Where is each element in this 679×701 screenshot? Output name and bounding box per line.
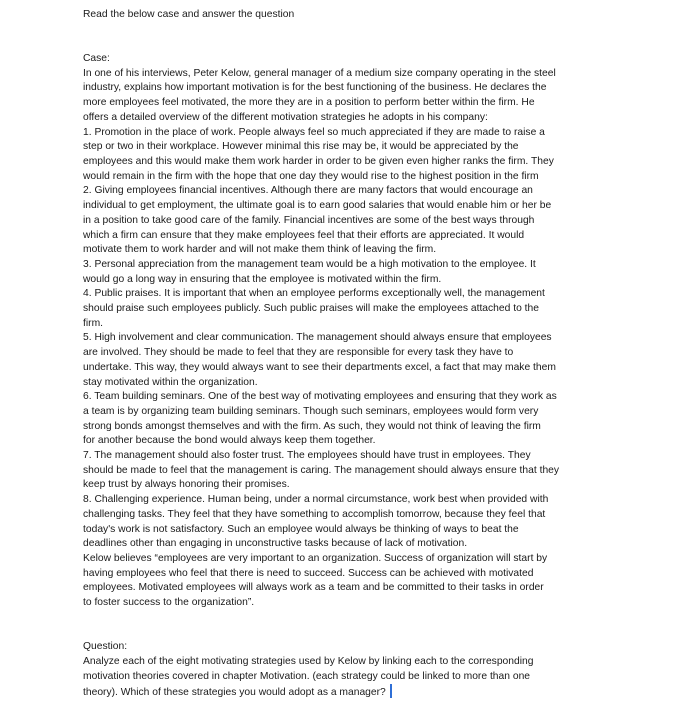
spacer <box>83 37 603 52</box>
case-line: industry, explains how important motivation is for the best functioning of the business. He declares the <box>83 82 547 94</box>
case-line: employees. Motivated employees will always work as a team and be committed to their tasks in order <box>83 582 544 594</box>
case-line: to foster success to the organization”. <box>83 597 255 609</box>
case-line: more employees feel motivated, the more they are in a position to perform better within the firm. He <box>83 97 535 109</box>
case-line: In one of his interviews, Peter Kelow, general manager of a medium size company operating in the steel <box>83 67 556 79</box>
case-line: firm. <box>83 317 104 329</box>
case-line: having employees who feel that there is need to succeed. Success can be achieved with motivated <box>83 567 534 579</box>
case-line: are involved. They should be made to feel that they are responsible for every task they have to <box>83 347 514 359</box>
case-line: a team is by organizing team building seminars. Though such seminars, employees would form very <box>83 405 539 417</box>
document-body <box>83 8 603 701</box>
case-line: 7. The management should also foster trust. The employees should have trust in employees. They <box>83 450 531 462</box>
question-line: motivation theories covered in chapter Motivation. (each strategy could be linked to more than one <box>83 670 531 682</box>
case-text <box>83 67 603 611</box>
case-line: which a firm can ensure that they make employees feel that their efforts are appreciated. It would <box>83 229 525 241</box>
case-line: would remain in the firm with the hope that one day they would rise to the highest position in the firm <box>83 170 539 182</box>
case-line: Kelow believes “employees are very important to an organization. Success of organization will start by <box>83 552 548 564</box>
case-line: employees and this would make them work harder in order to be given even higher ranks the firm. They <box>83 156 554 167</box>
case-line: 1. Promotion in the place of work. People always feel so much appreciated if they are made to raise a <box>83 126 545 138</box>
case-label: Case: <box>83 53 110 65</box>
case-line: 5. High involvement and clear communication. The management should always ensure that employees <box>83 332 552 344</box>
case-line: should be made to feel that the management is caring. The management should always ensure that they <box>83 464 560 476</box>
case-line: undertake. This way, they would always want to see their departments excel, a fact that may make them <box>83 361 556 373</box>
case-line: should praise such employees publicly. Such public praises will make the employees attached to the <box>83 303 539 315</box>
case-line: stay motivated within the organization. <box>83 376 258 388</box>
question-line-last <box>83 684 603 701</box>
case-line: 2. Giving employees financial incentives. Although there are many factors that would encourage an <box>83 185 533 197</box>
case-line: individual to get employment, the ultimate goal is to earn good salaries that would enable him or her be <box>83 200 552 212</box>
spacer <box>83 611 603 640</box>
case-line: motivate them to work harder and will not make them think of leaving the firm. <box>83 244 437 256</box>
case-line: offers a detailed overview of the different motivation strategies he adopts in his company: <box>83 111 488 123</box>
question-text[interactable] <box>83 655 603 701</box>
case-line: 4. Public praises. It is important that when an employee performs exceptionally well, the management <box>83 288 545 300</box>
case-line: challenging tasks. They feel that they have something to accomplish tomorrow, because they feel that <box>83 508 546 520</box>
question-line-text: theory). Which of these strategies you would adopt as a manager? <box>83 687 386 699</box>
case-line: keep trust by always honoring their promises. <box>83 479 290 491</box>
case-line: today's work is not satisfactory. Such an employee would always be thinking of ways to beat the <box>83 523 519 535</box>
case-line: in a position to take good care of the family. Financial incentives are some of the best ways through <box>83 214 535 226</box>
intro-line: Read the below case and answer the question <box>83 9 295 20</box>
case-line: 6. Team building seminars. One of the best way of motivating employees and ensuring that they work as <box>83 391 557 403</box>
text-cursor-icon <box>390 684 392 698</box>
question-line: Analyze each of the eight motivating strategies used by Kelow by linking each to the corresponding <box>83 655 534 667</box>
case-line: step or two in their workplace. However minimal this rise may be, it would be appreciated by the <box>83 141 519 153</box>
case-line: for another because the bond would always keep them together. <box>83 435 376 447</box>
case-line: 8. Challenging experience. Human being, under a normal circumstance, work best when provided with <box>83 494 549 506</box>
case-line: would go a long way in ensuring that the employee is motivated within the firm. <box>83 273 442 285</box>
case-line: strong bonds amongst themselves and with the firm. As such, they would not think of leaving the firm <box>83 420 541 432</box>
question-label: Question: <box>83 641 128 653</box>
case-line: 3. Personal appreciation from the management team would be a high motivation to the employee. It <box>83 258 536 270</box>
case-line: deadlines other than engaging in unconstructive tasks because of lack of motivation. <box>83 538 468 550</box>
spacer <box>83 23 603 38</box>
